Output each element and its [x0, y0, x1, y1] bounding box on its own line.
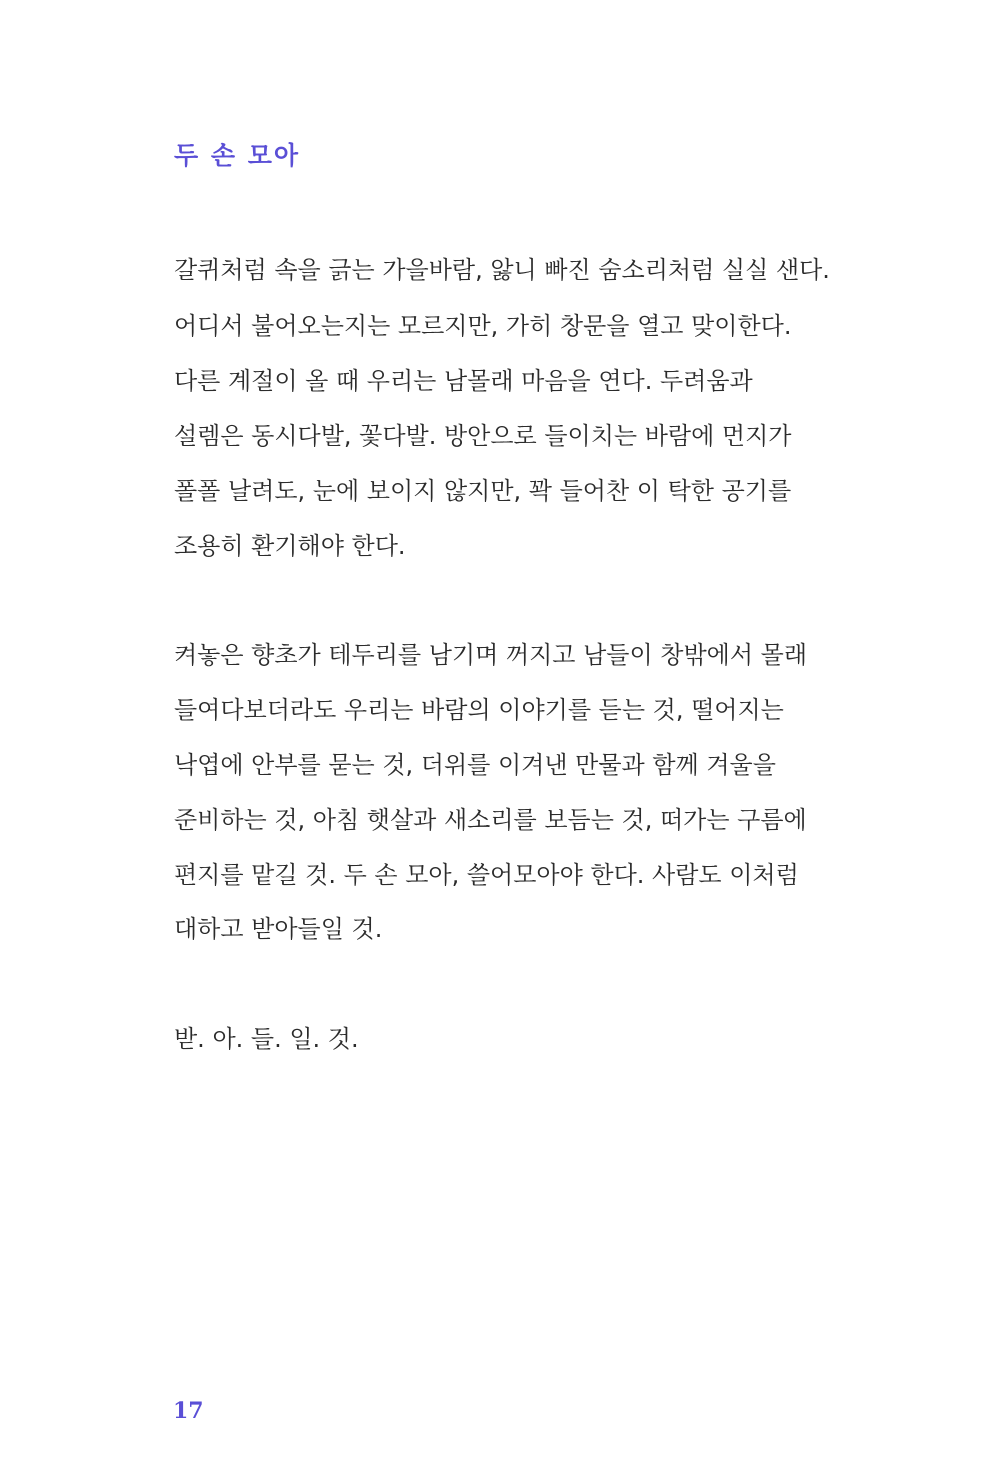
paragraph-2-line-2: 들여다보더라도 우리는 바람의 이야기를 듣는 것, 떨어지는 [174, 696, 784, 724]
page-title: 두 손 모아 [174, 141, 301, 170]
paragraph-2-line-4: 준비하는 것, 아침 햇살과 새소리를 보듬는 것, 떠가는 구름에 [174, 806, 807, 834]
paragraph-2-line-1: 켜놓은 향초가 테두리를 남기며 꺼지고 남들이 창밖에서 몰래 [174, 641, 808, 669]
paragraph-1-line-6: 조용히 환기해야 한다. [174, 532, 406, 560]
paragraph-3-line-1: 받. 아. 들. 일. 것. [174, 1025, 359, 1053]
paragraph-1-line-1: 갈퀴처럼 속을 긁는 가을바람, 앓니 빠진 숨소리처럼 실실 샌다. [174, 256, 830, 284]
paragraph-1-line-4: 설렘은 동시다발, 꽃다발. 방안으로 들이치는 바람에 먼지가 [174, 422, 792, 450]
paragraph-2-line-3: 낙엽에 안부를 묻는 것, 더위를 이겨낸 만물과 함께 겨울을 [174, 751, 776, 779]
paragraph-1-line-5: 폴폴 날려도, 눈에 보이지 않지만, 꽉 들어찬 이 탁한 공기를 [174, 477, 792, 505]
paragraph-1-line-3: 다른 계절이 올 때 우리는 남몰래 마음을 연다. 두려움과 [174, 367, 753, 395]
paragraph-1-line-2: 어디서 불어오는지는 모르지만, 가히 창문을 열고 맞이한다. [174, 312, 792, 340]
paragraph-2-line-5: 편지를 맡길 것. 두 손 모아, 쓸어모아야 한다. 사람도 이처럼 [174, 861, 799, 889]
paragraph-2-line-6: 대하고 받아들일 것. [174, 915, 383, 943]
page-number: 17 [173, 1398, 204, 1424]
